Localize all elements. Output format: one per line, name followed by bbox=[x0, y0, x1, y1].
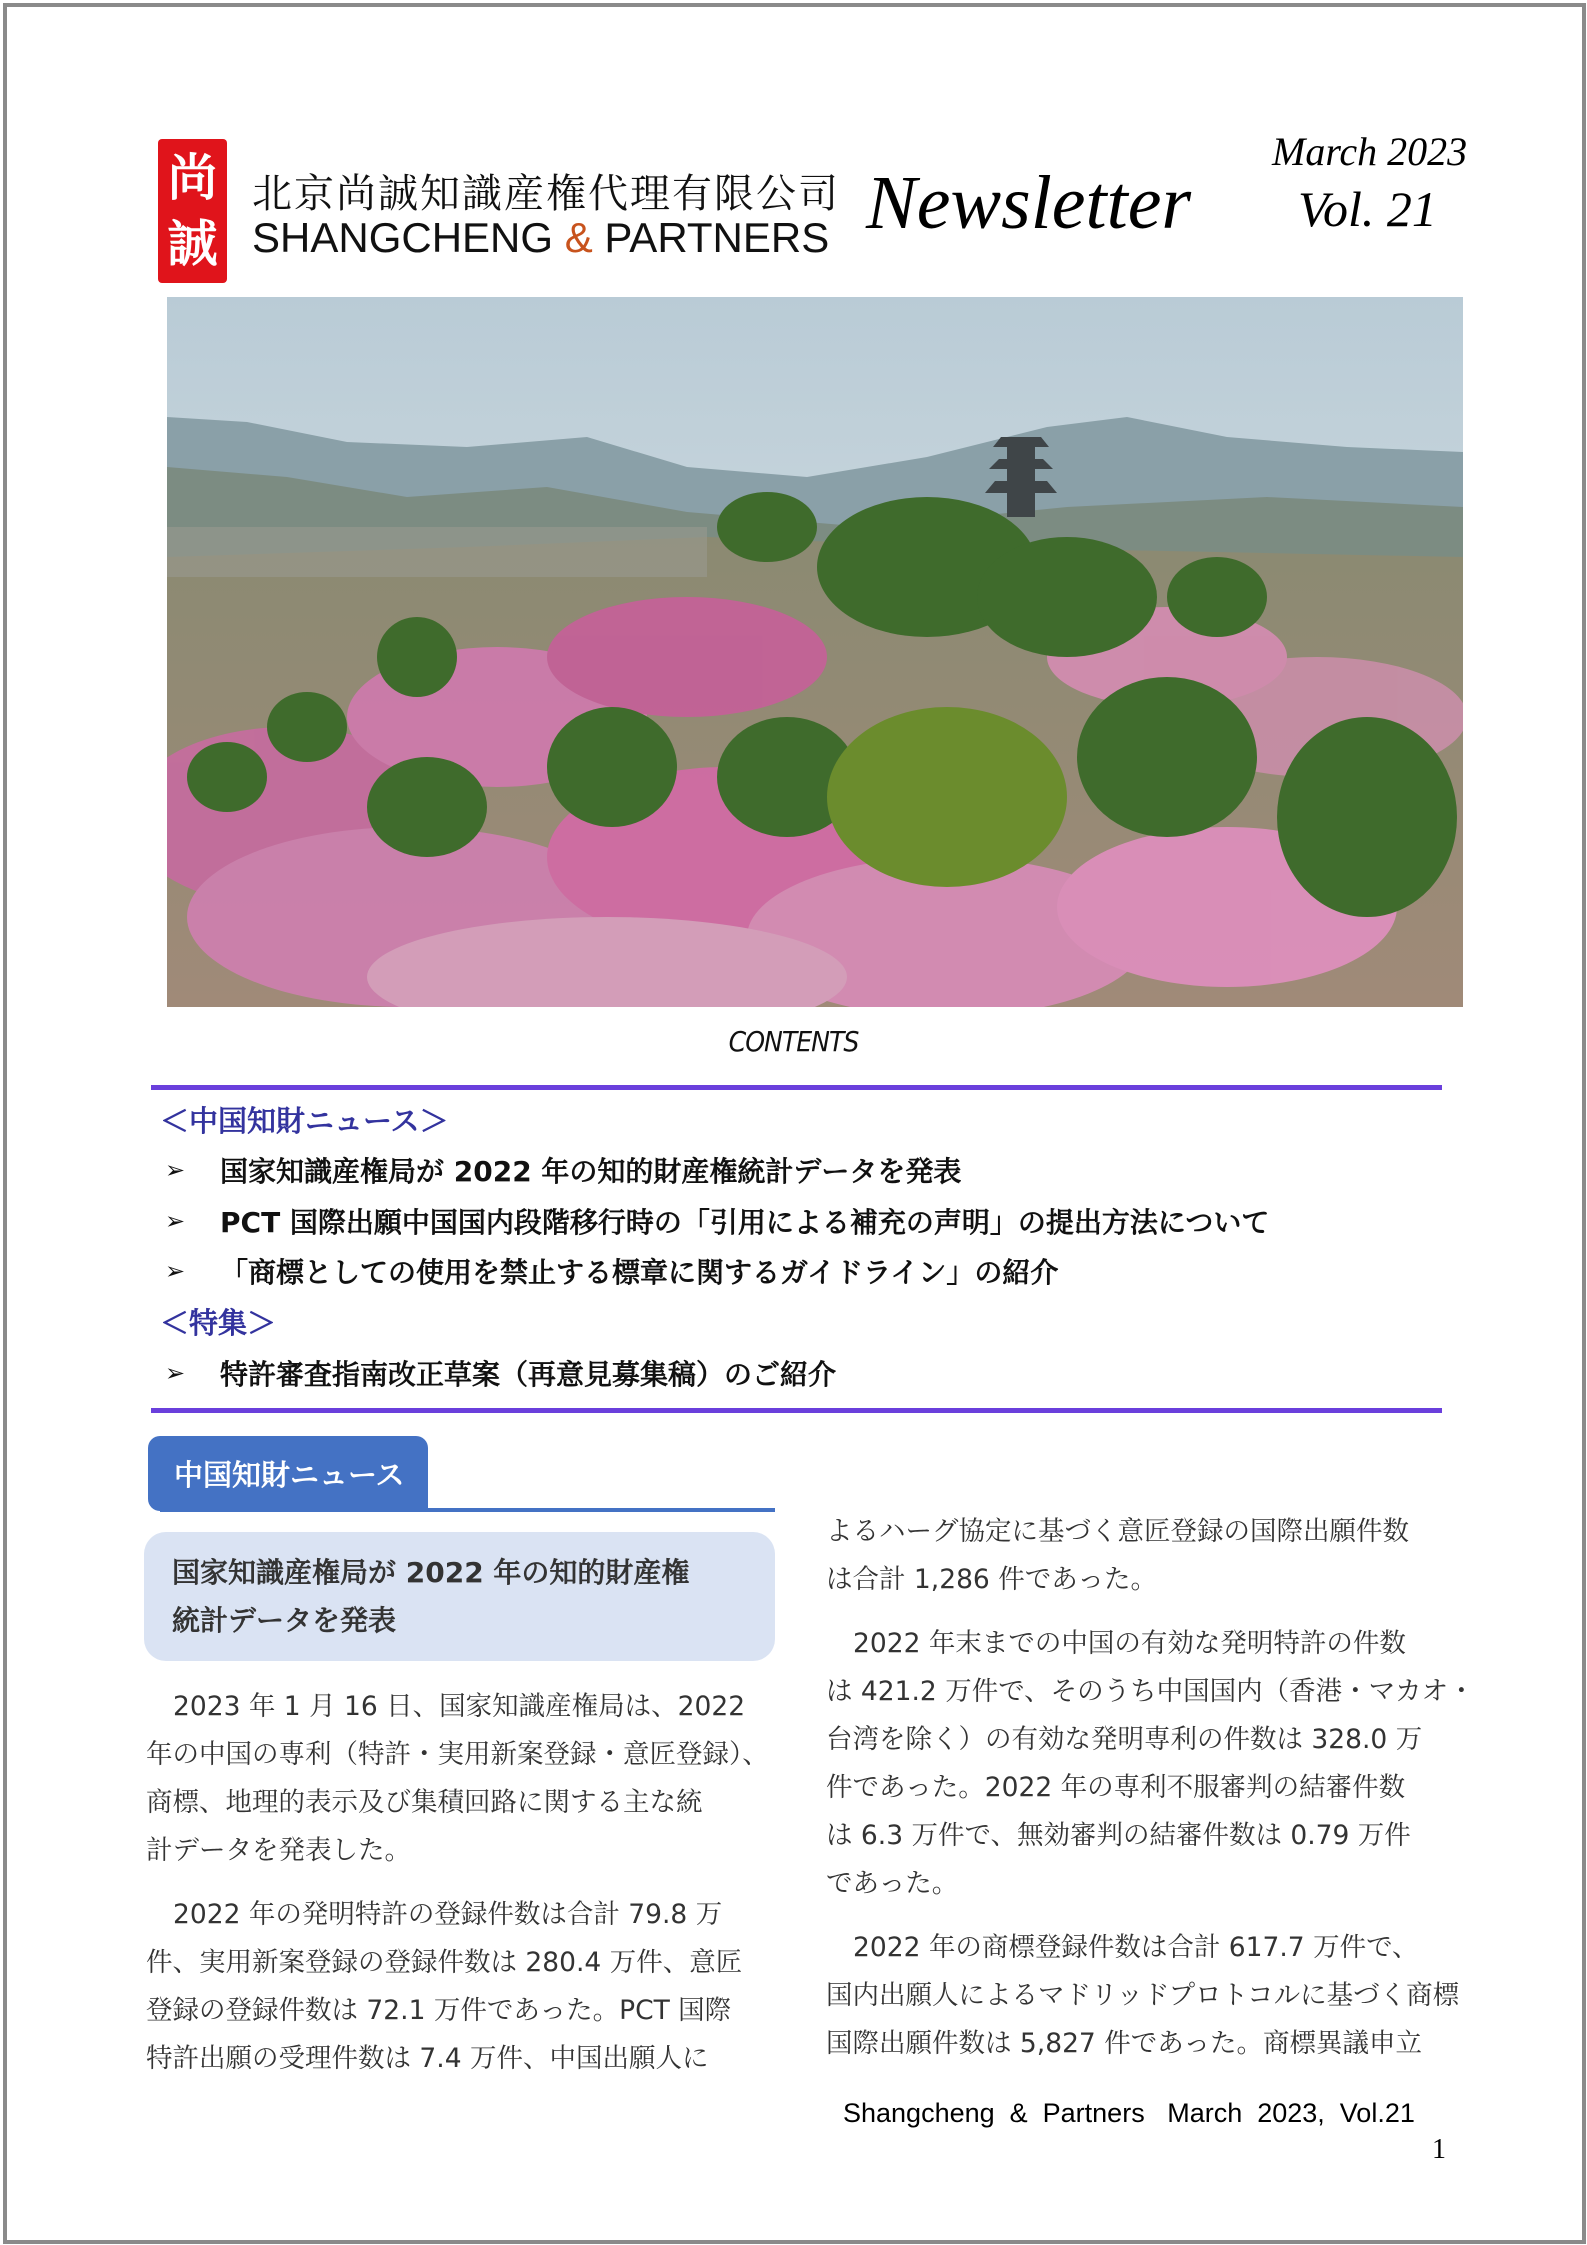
page-number: 1 bbox=[1432, 2134, 1446, 2165]
arrow-bullet-icon: ➢ bbox=[165, 1257, 186, 1285]
toc-item[interactable] bbox=[165, 1251, 1058, 1291]
text-line: 登録の登録件数は 72.1 万件であった。PCT 国際 bbox=[146, 1995, 732, 2026]
seal-char: 尚 bbox=[167, 149, 218, 207]
cover-photo-plum-blossom-hills bbox=[167, 297, 1463, 1007]
toc-item-label: PCT 国際出願中国国内段階移行時の「引用による補充の声明」の提出方法について bbox=[220, 1206, 1270, 1239]
toc-item[interactable] bbox=[165, 1353, 836, 1393]
contents-heading: CONTENTS bbox=[728, 1025, 859, 1058]
issue-volume: Vol. 21 bbox=[1298, 181, 1437, 237]
text-line: 件であった。2022 年の専利不服審判の結審件数 bbox=[826, 1772, 1406, 1803]
company-name-en bbox=[252, 214, 829, 262]
company-name-ampersand: & bbox=[564, 214, 593, 261]
arrow-bullet-icon: ➢ bbox=[165, 1359, 186, 1387]
section-tab-underline bbox=[160, 1508, 775, 1512]
company-seal-logo bbox=[158, 139, 227, 283]
toc-item-label: 特許審査指南改正草案（再意見募集稿）のご紹介 bbox=[220, 1358, 837, 1391]
text-line: よるハーグ協定に基づく意匠登録の国際出願件数 bbox=[826, 1516, 1409, 1547]
text-line: 国内出願人によるマドリッドプロトコルに基づく商標 bbox=[826, 1980, 1460, 2011]
text-line: 計データを発表した。 bbox=[146, 1835, 411, 1866]
article-right-column bbox=[826, 1508, 1475, 2084]
text-line: 年の中国の専利（特許・実用新案登録・意匠登録）、 bbox=[146, 1739, 769, 1770]
text-line: 特許出願の受理件数は 7.4 万件、中国出願人に bbox=[146, 2043, 709, 2074]
article-title-line: 統計データを発表 bbox=[172, 1604, 397, 1637]
company-name-cn: 北京尚誠知識産権代理有限公司 bbox=[252, 171, 840, 217]
text-line: 2023 年 1 月 16 日、国家知識産権局は、2022 bbox=[173, 1691, 746, 1722]
toc-item[interactable] bbox=[165, 1201, 1269, 1241]
toc-item-label: 「商標としての使用を禁止する標章に関するガイドライン」の紹介 bbox=[220, 1256, 1059, 1289]
text-line: 件、実用新案登録の登録件数は 280.4 万件、意匠 bbox=[146, 1947, 743, 1978]
page-footer: Shangcheng & Partners March 2023, Vol.21 bbox=[843, 2098, 1415, 2128]
text-line: 商標、地理的表示及び集積回路に関する主な統 bbox=[146, 1787, 703, 1818]
newsletter-title: Newsletter bbox=[866, 161, 1192, 245]
paragraph bbox=[146, 1683, 776, 1875]
text-line: であった。 bbox=[826, 1868, 959, 1899]
paragraph bbox=[826, 1924, 1460, 2068]
article-left-column bbox=[146, 1683, 776, 2099]
text-line: 2022 年末までの中国の有効な発明特許の件数 bbox=[853, 1628, 1406, 1659]
text-line: 台湾を除く）の有効な発明専利の件数は 328.0 万 bbox=[826, 1724, 1423, 1755]
paragraph bbox=[826, 1620, 1475, 1908]
toc-section-heading: ＜中国知財ニュース＞ bbox=[160, 1104, 449, 1138]
toc-item[interactable] bbox=[165, 1150, 961, 1190]
text-line: は合計 1,286 件であった。 bbox=[826, 1564, 1157, 1595]
article-title-box bbox=[144, 1532, 775, 1661]
company-name-en-part2: PARTNERS bbox=[604, 214, 830, 261]
text-line: は 6.3 万件で、無効審判の結審件数は 0.79 万件 bbox=[826, 1820, 1411, 1851]
article-title-line: 国家知識産権局が 2022 年の知的財産権 bbox=[172, 1556, 690, 1589]
section-tab-china-ip-news: 中国知財ニュース bbox=[148, 1436, 428, 1511]
seal-char: 誠 bbox=[167, 215, 218, 273]
text-line: 2022 年の発明特許の登録件数は合計 79.8 万 bbox=[173, 1899, 723, 1930]
contents-top-rule bbox=[151, 1085, 1442, 1090]
toc-section-heading: ＜特集＞ bbox=[160, 1306, 277, 1340]
text-line: は 421.2 万件で、そのうち中国国内（香港・マカオ・ bbox=[826, 1676, 1475, 1707]
issue-month: March 2023 bbox=[1272, 129, 1468, 174]
company-name-en-part1: SHANGCHENG bbox=[252, 214, 554, 261]
arrow-bullet-icon: ➢ bbox=[165, 1156, 186, 1184]
contents-bottom-rule bbox=[151, 1408, 1442, 1413]
text-line: 国際出願件数は 5,827 件であった。商標異議申立 bbox=[826, 2028, 1422, 2059]
paragraph bbox=[826, 1508, 1451, 1604]
arrow-bullet-icon: ➢ bbox=[165, 1207, 186, 1235]
text-line: 2022 年の商標登録件数は合計 617.7 万件で、 bbox=[853, 1932, 1419, 1963]
toc-item-label: 国家知識産権局が 2022 年の知的財産権統計データを発表 bbox=[220, 1155, 962, 1188]
paragraph bbox=[146, 1891, 776, 2083]
